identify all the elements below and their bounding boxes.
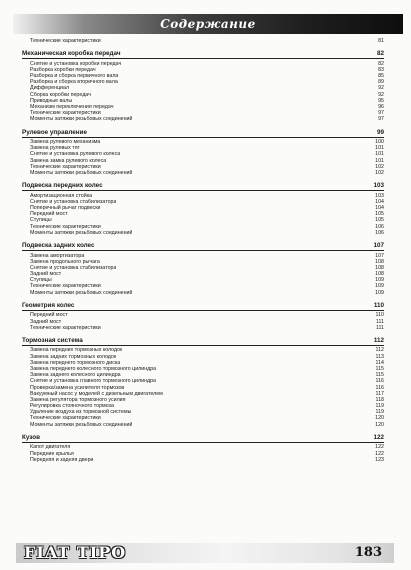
toc-entry-label: Технические характеристики: [30, 38, 101, 44]
toc-entry-page: 107: [375, 252, 384, 259]
toc-entry-page: 117: [375, 390, 384, 397]
toc-entry-page: 112: [375, 347, 384, 354]
toc-section-heading: [22, 50, 384, 59]
toc-entry-label: Замена заднего колесного цилиндра: [30, 372, 121, 379]
toc-entry-page: 109: [375, 283, 384, 290]
toc-section-heading: [22, 434, 384, 443]
toc-entry: [22, 290, 384, 296]
toc-entry-label: Моменты затяжки резьбовых соединений: [30, 116, 133, 123]
toc-entry-label: Ступицы: [30, 217, 52, 224]
toc-section-page: 82: [376, 50, 384, 58]
toc-entry-label: Передняя и задняя двери: [30, 456, 94, 463]
toc-entry-page: 102: [375, 170, 384, 176]
toc-entry-label: Замена переднего тормозного диска: [30, 359, 121, 366]
toc-entry-label: Вакуумный насос у моделей с дизельным двигателем: [30, 390, 163, 397]
toc-entry: [22, 170, 384, 176]
toc-section-page: 99: [376, 128, 384, 136]
toc-entry-label: Регулировка стояночного тормоза: [30, 403, 114, 410]
toc-entry-label: Сборка коробки передач: [30, 91, 91, 98]
toc-entry-label: Капот двигателя: [30, 444, 71, 451]
toc-entry-page: 103: [375, 192, 384, 199]
toc-entry-page: 96: [378, 104, 384, 110]
toc-entry-label: Замена рулевого механизма: [30, 139, 101, 146]
toc-entry-label: Амортизационная стойка: [30, 192, 93, 199]
toc-entry-page: 115: [375, 365, 384, 372]
toc-entry-page: 122: [375, 450, 384, 457]
toc-entry-page: 92: [378, 91, 384, 98]
toc-entry-page: 108: [375, 264, 384, 271]
toc-entry-page: 111: [375, 318, 384, 325]
toc-entry-label: Снятие и установка главного тормозного цилиндра: [30, 378, 156, 385]
toc-entry-page: 118: [375, 396, 384, 403]
toc-entry-label: Моменты затяжки резьбовых соединений: [30, 421, 133, 428]
header-banner: [13, 14, 403, 34]
toc-entry-page: 81: [378, 38, 384, 44]
toc-entry: [22, 325, 384, 331]
toc-entry-label: Приводные валы: [30, 97, 73, 104]
toc-entry-label: Дифференциал: [30, 85, 70, 92]
brand-logo: FIAT TIPO: [24, 543, 127, 562]
toc-entry-page: 114: [375, 359, 384, 366]
toc-entry-page: 101: [375, 145, 384, 152]
toc-section-title: Рулевое управление: [22, 128, 87, 136]
toc-entry-label: Снятие и установка рулевого колеса: [30, 151, 121, 158]
toc-entry-page: 108: [375, 258, 384, 265]
toc-entry-label: Передние крылья: [30, 450, 74, 457]
toc-entry: [22, 457, 384, 463]
toc-entry-page: 83: [378, 66, 384, 73]
toc-entry-label: Замена переднего колесного тормозного цилиндра: [30, 365, 157, 372]
toc-entry-page: 100: [375, 139, 384, 146]
toc-entry-page: 109: [375, 289, 384, 296]
toc-section-title: Кузов: [22, 433, 40, 441]
toc-entry-page: 116: [375, 378, 384, 385]
toc-entry-label: Замена рулевых тяг: [30, 145, 80, 152]
toc-entry-page: 101: [375, 157, 384, 164]
toc-entry-page: 108: [375, 271, 384, 278]
toc-entry-page: 122: [375, 444, 384, 451]
toc-entry-label: Поперечный рычаг подвески: [30, 205, 101, 212]
toc-entry-page: 110: [375, 312, 384, 319]
toc-entry-label: Замена задних тормозных колодок: [30, 353, 117, 360]
page-number: 183: [354, 545, 382, 560]
toc-entry-page: 120: [375, 421, 384, 428]
toc-entry-page: 115: [375, 372, 384, 379]
toc-section-page: 112: [373, 336, 384, 344]
toc-entry-label: Технические характеристики: [30, 223, 101, 230]
toc-intro-entry: [22, 38, 384, 44]
toc-entry-label: Задний мост: [30, 318, 62, 325]
toc-entry-page: 106: [375, 223, 384, 230]
toc-entry-page: 119: [375, 409, 384, 416]
toc-entry-label: Замена передних тормозных колодок: [30, 347, 123, 354]
toc-entry-page: 119: [375, 403, 384, 410]
toc-section-title: Подвеска передних колес: [22, 182, 103, 190]
toc-section-title: Геометрия колес: [22, 301, 75, 309]
toc-entry-label: Задний мост: [30, 271, 62, 278]
toc-entry-label: Замена продольного рычага: [30, 258, 100, 265]
toc-entry-page: 85: [378, 73, 384, 80]
toc-entry-label: Замена амортизатора: [30, 252, 85, 259]
toc-section-heading: [22, 302, 384, 311]
toc-section-title: Подвеска задних колес: [22, 242, 95, 249]
toc-entry-page: 113: [375, 353, 384, 360]
toc-section-title: Тормозная система: [22, 336, 83, 344]
toc-entry-page: 104: [375, 205, 384, 212]
footer-bar: [16, 543, 394, 563]
toc-entry-page: 89: [378, 79, 384, 86]
toc-entry-label: Технические характеристики: [30, 324, 101, 331]
toc-section-page: 103: [373, 182, 384, 190]
table-of-contents: [22, 38, 384, 463]
toc-entry-label: Технические характеристики: [30, 163, 101, 170]
toc-section-heading: [22, 182, 384, 191]
toc-entry-page: 95: [378, 97, 384, 104]
toc-entry-page: 92: [378, 85, 384, 92]
toc-entry-label: Снятие и установка стабилизатора: [30, 198, 117, 205]
toc-entry-label: Моменты затяжки резьбовых соединений: [30, 229, 133, 236]
toc-entry-page: 109: [375, 277, 384, 284]
toc-entry-label: Разборка и сборка первичного вала: [30, 73, 119, 80]
toc-entry-label: Замена регулятора тормозного усилия: [30, 396, 126, 403]
toc-entry-label: Снятие и установка коробки передач: [30, 60, 122, 67]
toc-entry-label: Передний мост: [30, 312, 68, 319]
toc-entry-page: 97: [378, 110, 384, 117]
toc-entry: [22, 230, 384, 236]
toc-entry-label: Ступицы: [30, 277, 52, 284]
toc-section-page: 110: [373, 301, 384, 309]
toc-entry-label: Разборка и сборка вторичного вала: [30, 79, 118, 86]
toc-entry-label: Моменты затяжки резьбовых соединений: [30, 289, 133, 296]
toc-section-page: 122: [373, 433, 384, 441]
toc-section-page: 107: [373, 242, 384, 249]
toc-entry-label: Снятие и установка стабилизатора: [30, 264, 117, 271]
toc-entry-page: 82: [378, 60, 384, 67]
toc-entry: [22, 422, 384, 428]
toc-entry-label: Технические характеристики: [30, 415, 101, 422]
toc-entry-page: 97: [378, 116, 384, 123]
toc-entry-page: 120: [375, 415, 384, 422]
toc-entry-label: Удаление воздуха из тормозной системы: [30, 409, 132, 416]
toc-entry-label: Технические характеристики: [30, 110, 101, 117]
toc-section-heading: [22, 129, 384, 138]
toc-entry-page: 104: [375, 198, 384, 205]
toc-entry-label: Замена замка рулевого колеса: [30, 157, 107, 164]
toc-entry-page: 106: [375, 229, 384, 236]
toc-entry-label: Разборка коробки передач: [30, 66, 96, 73]
toc-entry: [22, 116, 384, 122]
toc-entry-page: 123: [375, 456, 384, 463]
toc-section-title: Механическая коробка передач: [22, 50, 121, 58]
toc-entry-page: 105: [375, 217, 384, 224]
toc-entry-label: Механизм переключения передач: [30, 104, 114, 110]
toc-entry-page: 102: [375, 163, 384, 170]
toc-entry-page: 105: [375, 211, 384, 218]
toc-section-heading: [22, 242, 384, 251]
toc-section-heading: [22, 337, 384, 346]
toc-sections: [22, 50, 384, 463]
toc-entry-page: 111: [375, 324, 384, 331]
toc-entry-label: Моменты затяжки резьбовых соединений: [30, 170, 133, 176]
toc-entry-label: Проверка/замена усилителя тормозов: [30, 384, 125, 391]
toc-entry-page: 116: [375, 384, 384, 391]
toc-entry-label: Технические характеристики: [30, 283, 101, 290]
toc-entry-page: 101: [375, 151, 384, 158]
toc-entry-label: Передний мост: [30, 211, 68, 218]
page-title: Содержание: [160, 17, 256, 31]
